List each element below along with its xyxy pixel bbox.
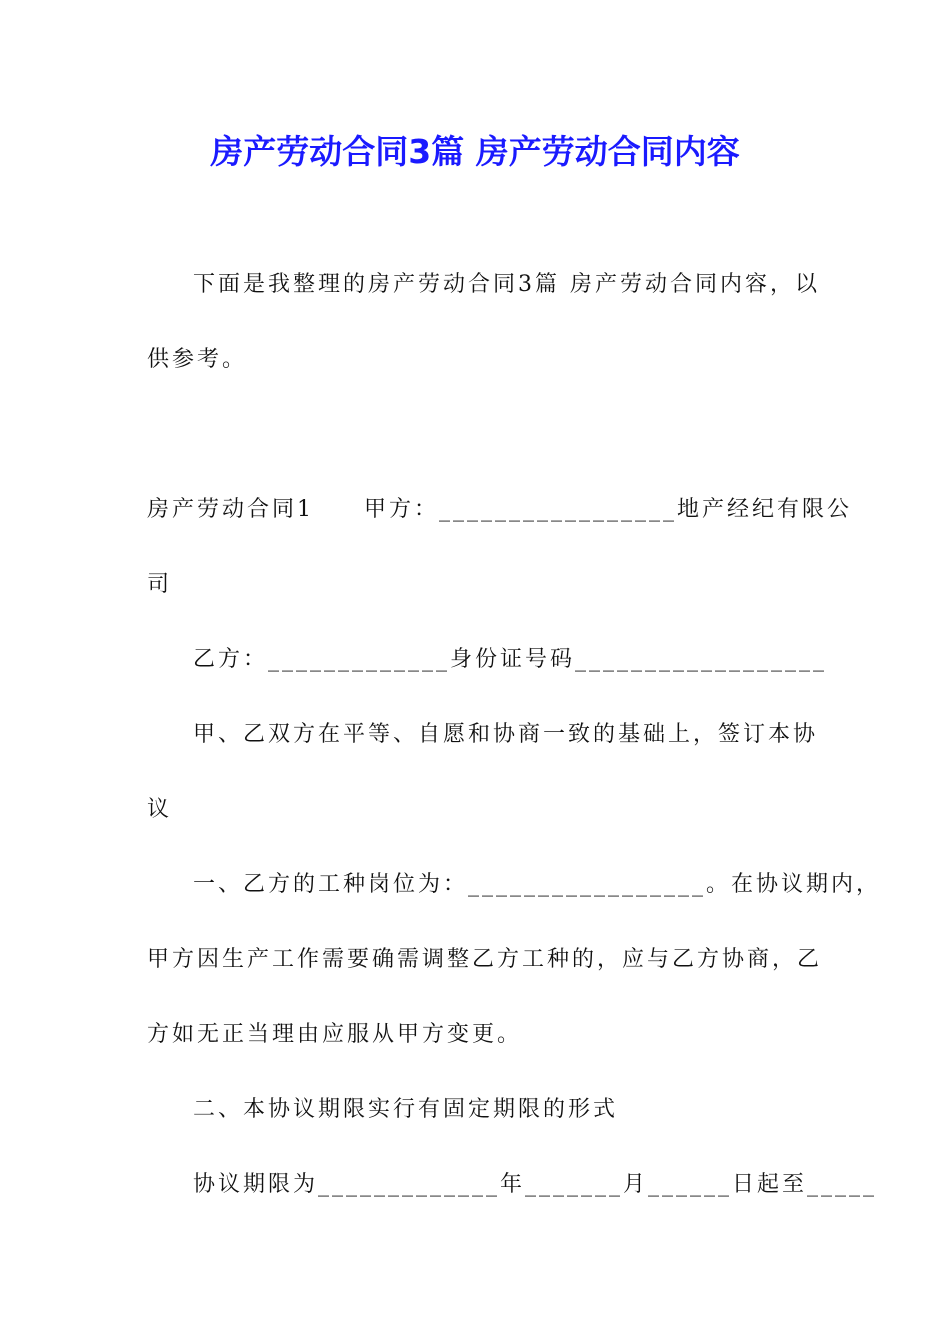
document-title: 房产劳动合同3篇 房产劳动合同内容 [210, 132, 740, 171]
paragraph-line: 司 [147, 572, 173, 597]
paragraph-line: 协议期限为_____________年_______月______日起至_____ [193, 1172, 878, 1197]
paragraph-line: 方如无正当理由应服从甲方变更。 [147, 1022, 523, 1047]
paragraph-line: 甲方因生产工作需要确需调整乙方工种的，应与乙方协商，乙 [147, 947, 823, 972]
paragraph-line: 供参考。 [147, 347, 248, 372]
paragraph-line: 二、本协议期限实行有固定期限的形式 [193, 1097, 619, 1122]
paragraph-line: 甲、乙双方在平等、自愿和协商一致的基础上，签订本协 [193, 722, 819, 747]
paragraph-line: 房产劳动合同1 甲方：_________________地产经纪有限公 [147, 497, 852, 522]
paragraph-line: 一、乙方的工种岗位为：_________________。在协议期内， [193, 872, 882, 897]
paragraph-line: 议 [147, 797, 173, 822]
paragraph-line: 乙方：_____________身份证号码__________________ [193, 647, 828, 672]
paragraph-line: 下面是我整理的房产劳动合同3篇 房产劳动合同内容，以 [193, 272, 820, 297]
